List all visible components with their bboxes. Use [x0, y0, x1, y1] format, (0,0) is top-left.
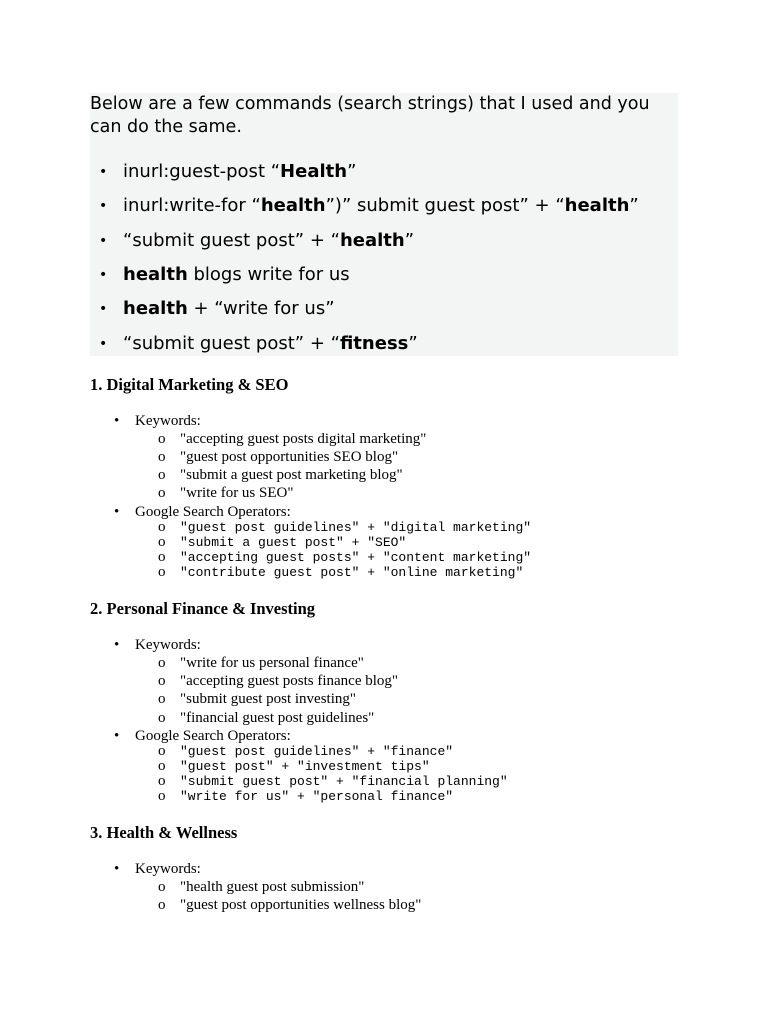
operator-text: "guest post guidelines" + "finance": [180, 744, 454, 759]
operators-label-text: Google Search Operators:: [135, 504, 291, 520]
sub-bullet-marker: o: [158, 431, 166, 447]
sub-bullet-marker: o: [158, 691, 166, 707]
sub-bullet-marker: o: [158, 485, 166, 501]
operators-label-text: Google Search Operators:: [135, 728, 291, 744]
text-run: ”: [629, 195, 639, 216]
bullet-marker: •: [114, 637, 120, 653]
operator-text: "submit a guest post" + "SEO": [180, 535, 407, 550]
sub-bullet-marker: o: [158, 655, 166, 671]
section-title-health-wellness: 3. Health & Wellness: [90, 823, 238, 842]
sub-bullet-marker: o: [158, 549, 166, 565]
sub-bullet-marker: o: [158, 879, 166, 895]
sub-bullet-marker: o: [158, 449, 166, 465]
bullet-marker: •: [99, 336, 108, 352]
section-title-digital-marketing: 1. Digital Marketing & SEO: [90, 375, 289, 394]
search-string-text: [123, 297, 335, 321]
sub-bullet-marker: o: [158, 788, 166, 804]
search-string-text: [123, 263, 350, 287]
bold-term: health: [123, 264, 188, 285]
operator-text: "accepting guest posts" + "content marketing": [180, 550, 532, 565]
sub-bullet-marker: o: [158, 534, 166, 550]
search-string-text: [123, 229, 414, 253]
text-run: “submit guest post” + “: [123, 333, 340, 354]
bold-term: health: [123, 298, 188, 319]
keyword-text: "write for us SEO": [180, 485, 294, 501]
sub-bullet-marker: o: [158, 673, 166, 689]
text-run: “submit guest post” + “: [123, 230, 340, 251]
keyword-text: "guest post opportunities wellness blog": [180, 897, 422, 913]
bullet-marker: •: [99, 198, 108, 214]
section-title-personal-finance: 2. Personal Finance & Investing: [90, 599, 316, 618]
sub-bullet-marker: o: [158, 743, 166, 759]
keywords-label-text: Keywords:: [135, 637, 201, 653]
sub-bullet-marker: o: [158, 710, 166, 726]
bold-term: fitness: [339, 333, 409, 354]
text-run: ”: [404, 230, 415, 251]
text-run: inurl:guest-post “: [123, 161, 281, 182]
keyword-text: "submit guest post investing": [180, 691, 357, 707]
operator-text: "guest post" + "investment tips": [180, 759, 430, 774]
bullet-marker: •: [114, 413, 120, 429]
bullet-marker: •: [114, 728, 120, 744]
sub-bullet-marker: o: [158, 897, 166, 913]
search-string-text: [123, 160, 356, 184]
text-run: ”: [408, 333, 418, 354]
keywords-label-text: Keywords:: [135, 861, 201, 877]
sub-bullet-marker: o: [158, 758, 166, 774]
text-run: inurl:write-for “: [123, 195, 261, 216]
search-strings-callout: [90, 93, 678, 356]
operator-text: "guest post guidelines" + "digital marketing": [180, 520, 532, 535]
bullet-marker: •: [99, 164, 108, 180]
keyword-text: "financial guest post guidelines": [180, 710, 375, 726]
sub-bullet-marker: o: [158, 564, 166, 580]
keywords-label-text: Keywords:: [135, 413, 201, 429]
bullet-marker: •: [114, 504, 120, 520]
bold-term: health: [260, 195, 326, 216]
keyword-text: "guest post opportunities SEO blog": [180, 449, 399, 465]
bullet-marker: •: [99, 301, 108, 317]
callout-intro: Below are a few commands (search strings) that I used and you can do the same.: [90, 94, 650, 137]
keyword-text: "accepting guest posts finance blog": [180, 673, 399, 689]
bold-term: health: [339, 230, 405, 251]
keyword-text: "submit a guest post marketing blog": [180, 467, 403, 483]
search-string-text: [123, 332, 418, 356]
operator-text: "write for us" + "personal finance": [180, 789, 454, 804]
keyword-text: "write for us personal finance": [180, 655, 364, 671]
bold-term: Health: [280, 161, 348, 182]
keyword-text: "health guest post submission": [180, 879, 365, 895]
operator-text: "submit guest post" + "financial planning": [180, 774, 508, 789]
text-run: ”)” submit guest post” + “: [325, 195, 565, 216]
text-run: blogs write for us: [187, 264, 350, 285]
search-string-text: [123, 194, 639, 218]
text-run: ”: [347, 161, 357, 182]
sub-bullet-marker: o: [158, 519, 166, 535]
keyword-text: "accepting guest posts digital marketing": [180, 431, 427, 447]
sub-bullet-marker: o: [158, 467, 166, 483]
bullet-marker: •: [99, 233, 108, 249]
sub-bullet-marker: o: [158, 773, 166, 789]
bullet-marker: •: [99, 267, 108, 283]
bold-term: health: [564, 195, 630, 216]
text-run: + “write for us”: [187, 298, 335, 319]
operator-text: "contribute guest post" + "online marketing": [180, 565, 524, 580]
bullet-marker: •: [114, 861, 120, 877]
